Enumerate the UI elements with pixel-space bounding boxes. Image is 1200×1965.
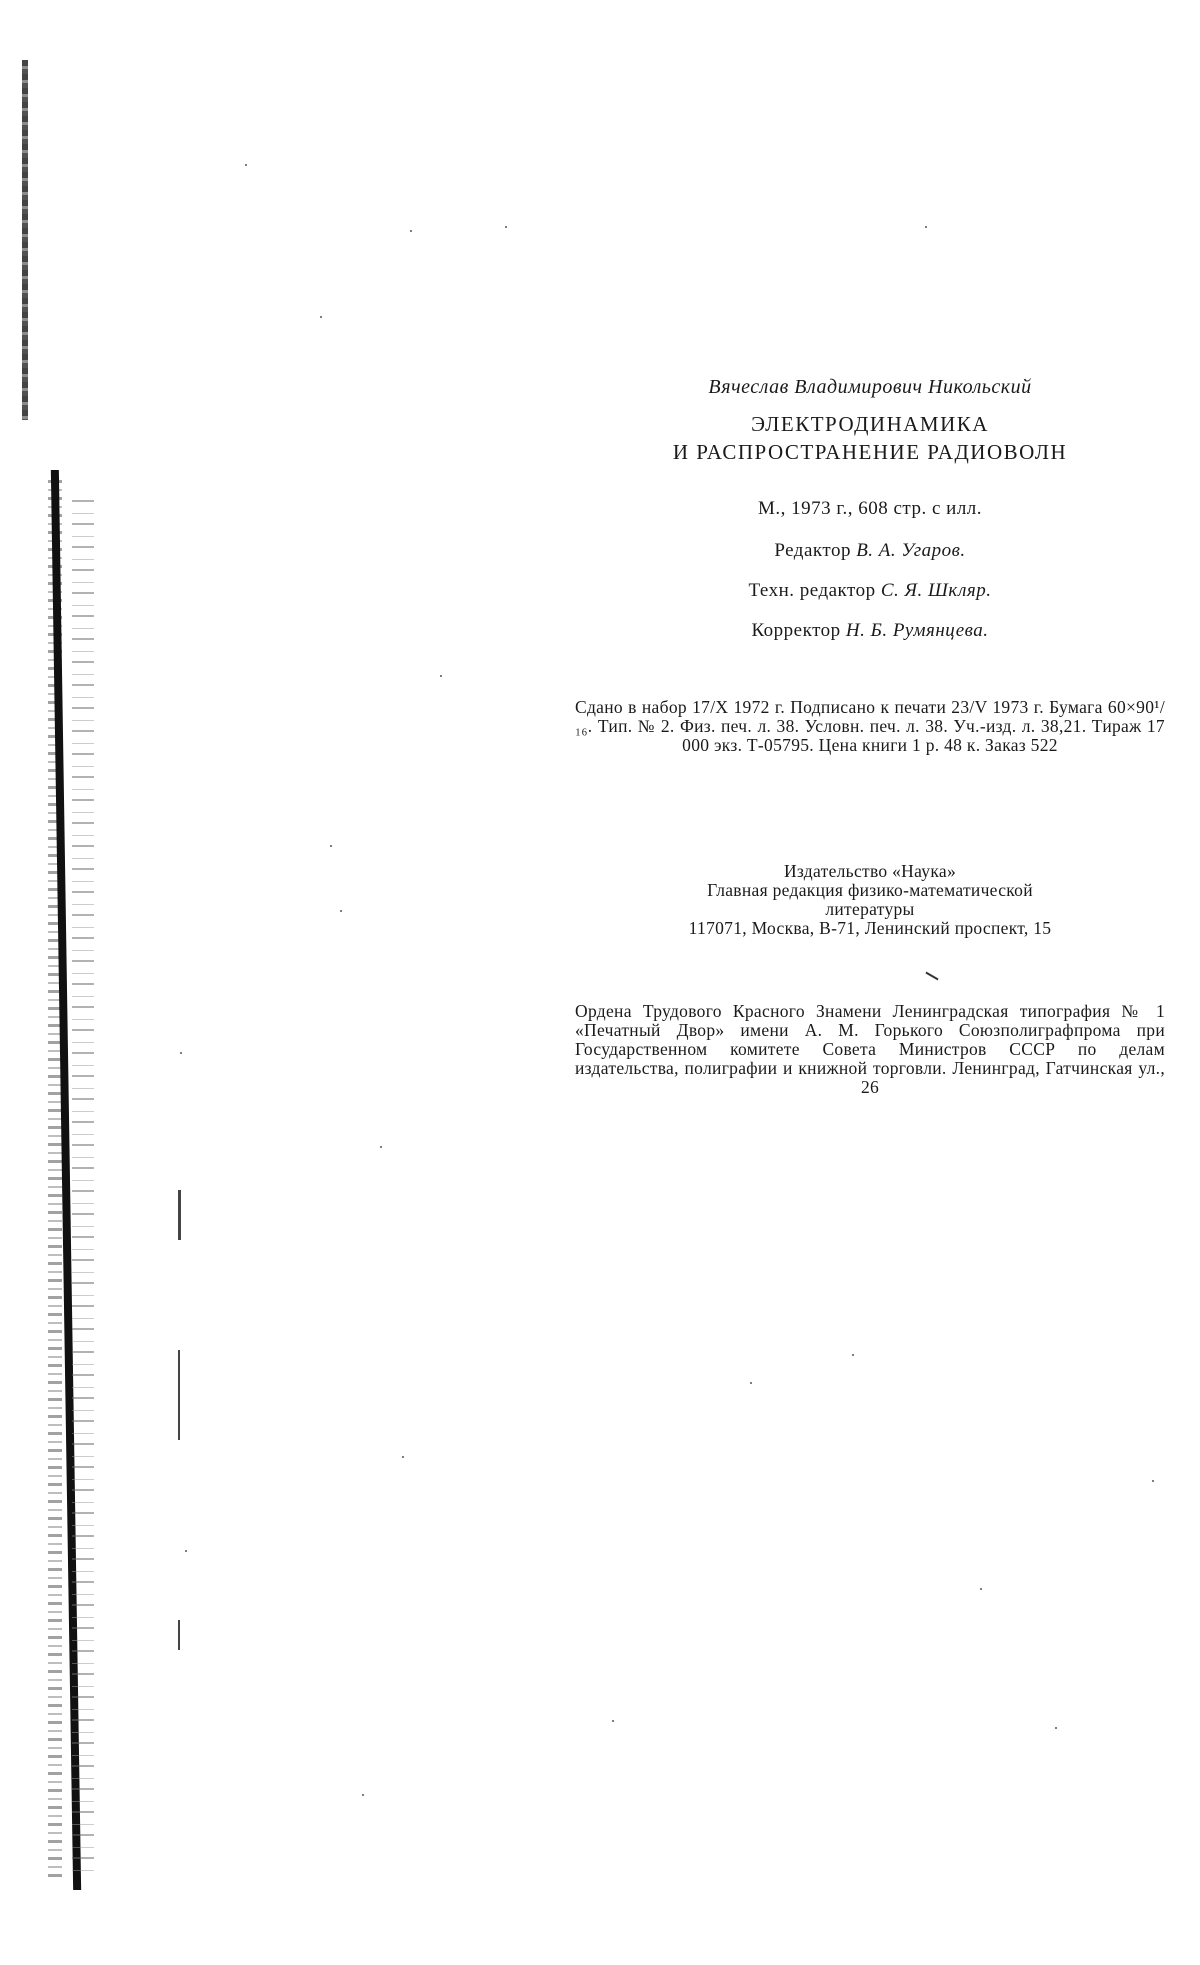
book-author: Вячеслав Владимирович Никольский <box>708 376 1032 398</box>
scan-speck <box>505 226 507 228</box>
credit-editor <box>560 540 1180 562</box>
margin-mark <box>178 1190 181 1240</box>
credit-name: В. А. Угаров. <box>856 540 966 561</box>
credit-name: Н. Б. Румянцева. <box>845 620 989 641</box>
margin-mark <box>178 1620 180 1650</box>
credit-proofreader <box>560 620 1180 642</box>
scan-speck <box>380 1146 382 1148</box>
binding-edge-top <box>22 60 28 420</box>
scan-speck <box>320 316 322 318</box>
scan-speck <box>440 675 442 677</box>
printing-info: Сдано в набор 17/X 1972 г. Подписано к печати 23/V 1973 г. Бумага 60×90¹/₁₆. Тип. № 2. Физ. печ. л. 38. Условн. печ. л. 38. Уч.-изд. л. 38,21. Тираж 17 000 экз. Т-05795. Цена книги 1 р. 48 к. Заказ 522 <box>575 697 1165 755</box>
credit-name: С. Я. Шкляр. <box>880 580 992 601</box>
book-title-line: И РАСПРОСТРАНЕНИЕ РАДИОВОЛН <box>672 440 1068 464</box>
scan-speck <box>612 1720 614 1722</box>
publisher-info <box>575 862 1165 938</box>
scan-speck <box>1055 1727 1057 1729</box>
scan-speck <box>340 910 342 912</box>
scan-speck <box>1152 1480 1154 1482</box>
publisher-line: Главная редакция физико-математической <box>707 880 1033 900</box>
book-title-line: ЭЛЕКТРОДИНАМИКА <box>751 412 989 436</box>
scan-speck <box>180 1052 182 1054</box>
scan-speck <box>852 1354 854 1356</box>
scan-speck <box>750 1382 752 1384</box>
scan-speck <box>402 1456 404 1458</box>
edition-info: М., 1973 г., 608 стр. с илл. <box>757 498 983 519</box>
credit-tech-editor <box>560 580 1180 602</box>
credit-role: Корректор <box>751 620 841 641</box>
scan-mark <box>925 972 938 981</box>
publisher-line: 117071, Москва, В-71, Ленинский проспект, 15 <box>688 918 1052 938</box>
publisher-line: Издательство «Наука» <box>783 861 957 881</box>
margin-mark <box>178 1350 180 1440</box>
scan-speck <box>330 845 332 847</box>
typography-info: Ордена Трудового Красного Знамени Ленинградская типография № 1 «Печатный Двор» имени А. М. Горького Союзполиграфпрома при Государственном комитете Совета Министров СССР по делам издательства, полиграфии и книжной торговли. Ленинград, Гатчинская ул., 26 <box>575 1001 1165 1097</box>
book-title <box>560 410 1180 466</box>
scan-speck <box>362 1794 364 1796</box>
scan-speck <box>410 230 412 232</box>
credit-role: Техн. редактор <box>748 580 876 601</box>
scan-speck <box>185 1550 187 1552</box>
scan-speck <box>245 164 247 166</box>
binding-fuzz-right <box>72 500 94 1880</box>
credit-role: Редактор <box>774 540 851 561</box>
scan-speck <box>980 1588 982 1590</box>
publisher-line: литературы <box>825 899 915 919</box>
scan-speck <box>925 226 927 228</box>
